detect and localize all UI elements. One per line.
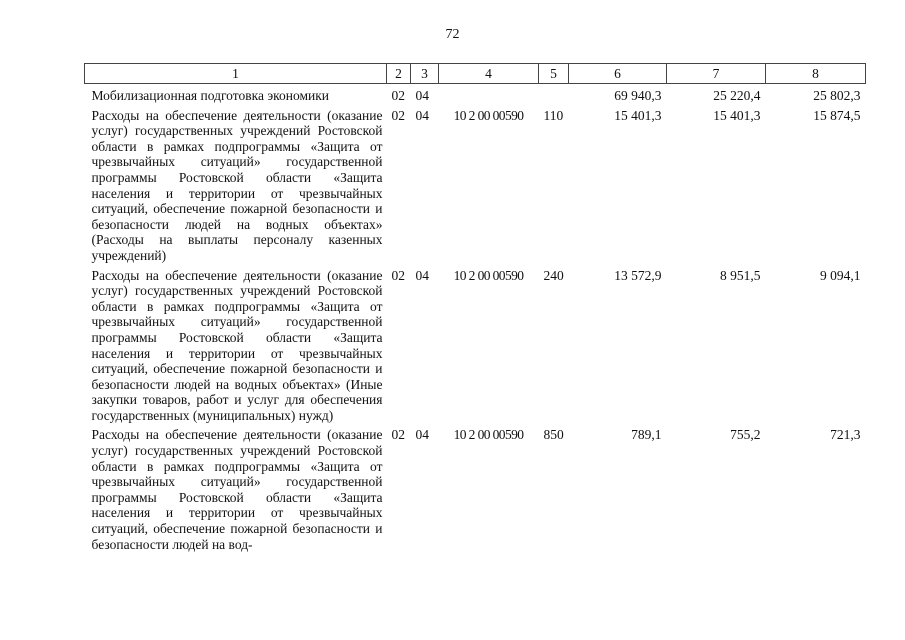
budget-table (84, 63, 866, 552)
table-row (85, 264, 866, 424)
table-header-row (85, 64, 866, 84)
row-value-2: 25 220,4 (713, 88, 761, 103)
header-col-5: 5 (539, 64, 569, 84)
page-number: 72 (445, 27, 460, 42)
row-vr (539, 84, 569, 104)
row-rz: 02 (391, 88, 405, 103)
row-value-3: 9 094,1 (820, 267, 861, 283)
header-col-8: 8 (766, 64, 866, 84)
row-pr: 04 (415, 88, 429, 103)
row-name: Расходы на обеспечение деятельности (оказание услуг) государственных учреждений Ростовской области в рамках подпрограммы «Защита от чрезвычайных ситуаций» государственной программы Ростовской области «Защита населения и территории от чрезвычайных ситуаций, обеспечение пожарной безопасности и безопасности людей на водных объектах» (Иные закупки товаров, работ и услуг для обеспечения государственных (муниципальных) нужд) (91, 267, 383, 423)
row-value-1: 15 401,3 (614, 107, 662, 123)
header-col-2: 2 (387, 64, 411, 84)
row-csr: 10 2 00 00590 (453, 107, 524, 123)
header-col-1: 1 (85, 64, 387, 84)
row-name: Расходы на обеспечение деятельности (оказание услуг) государственных учреждений Ростовской области в рамках подпрограммы «Защита от чрезвычайных ситуаций» государственной программы Ростовской области «Защита населения и территории от чрезвычайных ситуаций, обеспечение пожарной безопасности и безопасности людей на вод- (91, 427, 383, 552)
row-value-1: 69 940,3 (614, 88, 662, 103)
row-vr: 850 (543, 427, 564, 443)
header-col-7: 7 (667, 64, 766, 84)
row-vr: 110 (543, 107, 564, 123)
row-csr: 10 2 00 00590 (453, 267, 524, 283)
row-pr: 04 (415, 267, 429, 283)
row-value-3: 25 802,3 (813, 88, 861, 103)
row-vr: 240 (543, 267, 564, 283)
table-row (85, 84, 866, 104)
row-value-2: 755,2 (730, 427, 761, 443)
table-row (85, 104, 866, 264)
row-rz: 02 (391, 107, 405, 123)
header-col-3: 3 (411, 64, 439, 84)
row-value-3: 721,3 (830, 427, 861, 443)
row-pr: 04 (415, 107, 429, 123)
row-csr (439, 84, 539, 104)
row-pr: 04 (415, 427, 429, 443)
row-value-3: 15 874,5 (813, 107, 861, 123)
row-value-2: 15 401,3 (713, 107, 761, 123)
row-name: Расходы на обеспечение деятельности (оказание услуг) государственных учреждений Ростовской области в рамках подпрограммы «Защита от чрезвычайных ситуаций» государственной программы Ростовской области «Защита населения и территории от чрезвычайных ситуаций, обеспечение пожарной безопасности и безопасности людей на водных объектах» (Расходы на выплаты персоналу казенных учреждений) (91, 107, 383, 263)
header-col-6: 6 (569, 64, 667, 84)
row-csr: 10 2 00 00590 (453, 427, 524, 443)
row-name: Мобилизационная подготовка экономики (91, 88, 330, 103)
row-rz: 02 (391, 427, 405, 443)
row-value-1: 789,1 (631, 427, 662, 443)
table-row (85, 423, 866, 552)
header-col-4: 4 (439, 64, 539, 84)
row-rz: 02 (391, 267, 405, 283)
row-value-1: 13 572,9 (614, 267, 662, 283)
row-value-2: 8 951,5 (720, 267, 761, 283)
